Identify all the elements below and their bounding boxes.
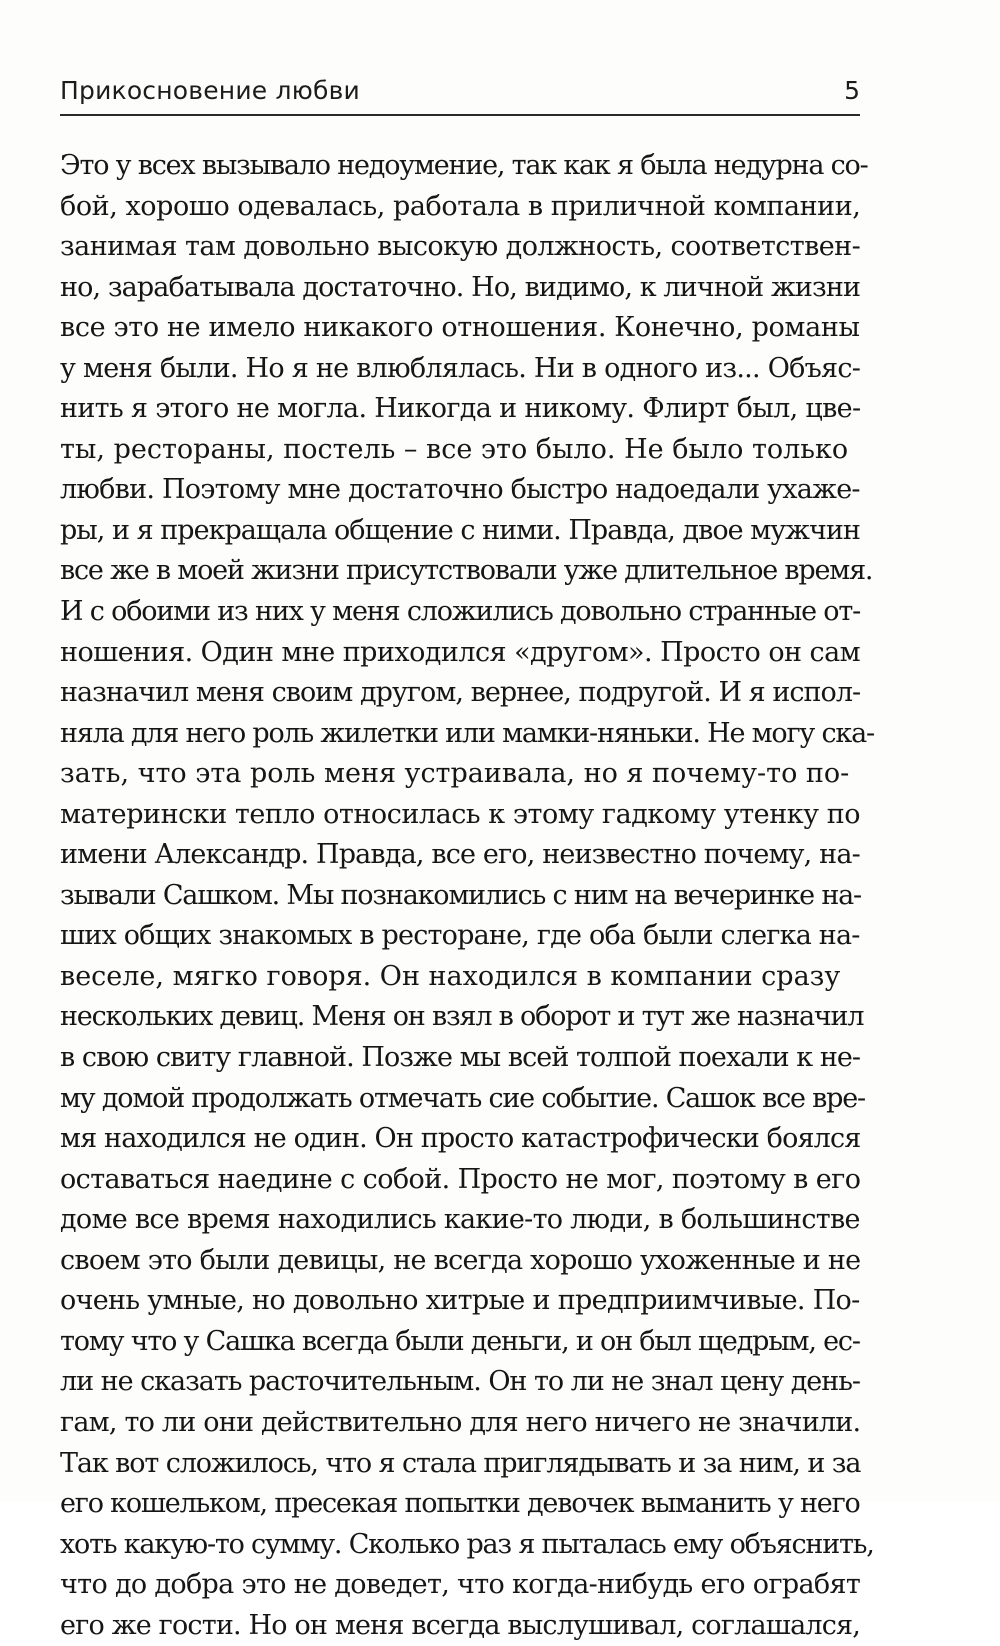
text-line: своем это были девицы, не всегда хорошо ухоженные и не (60, 1244, 861, 1276)
text-line: любви. Поэтому мне достаточно быстро надоедали ухаже- (60, 474, 860, 506)
text-line: имени Александр. Правда, все его, неизвестно почему, на- (60, 839, 860, 871)
text-line: все это не имело никакого отношения. Конечно, романы (60, 312, 860, 344)
running-head (60, 72, 860, 112)
text-line: очень умные, но довольно хитрые и предприимчивые. По- (60, 1285, 860, 1317)
text-line: бой, хорошо одевалась, работала в приличной компании, (60, 190, 861, 222)
text-line: му домой продолжать отмечать сие событие. Сашок все вре- (60, 1082, 865, 1114)
text-line: хоть какую-то сумму. Сколько раз я пыталась ему объяснить, (60, 1528, 874, 1560)
text-line: в свою свиту главной. Позже мы всей толпой поехали к не- (60, 1042, 861, 1074)
text-line: нить я этого не могла. Никогда и никому. Флирт был, цве- (60, 393, 861, 425)
text-line: ших общих знакомых в ресторане, где оба были слегка на- (60, 920, 860, 952)
text-line: зать, что эта роль меня устраивала, но я почему-то по- (60, 758, 850, 790)
running-title: Прикосновение любви (60, 76, 360, 105)
text-line: зывали Сашком. Мы познакомились с ним на вечеринке на- (60, 879, 861, 911)
text-line: занимая там довольно высокую должность, соответствен- (60, 231, 861, 263)
text-line: веселе, мягко говоря. Он находился в компании сразу (60, 960, 841, 992)
text-line: доме все время находились какие-то люди, в большинстве (60, 1204, 860, 1236)
text-line: оставаться наедине с собой. Просто не мог, поэтому в его (60, 1163, 861, 1195)
text-line: ры, и я прекращала общение с ними. Правда, двое мужчин (60, 514, 860, 546)
text-line: все же в моей жизни присутствовали уже длительное время. (60, 555, 873, 587)
text-line: назначил меня своим другом, вернее, подругой. И я испол- (60, 677, 861, 709)
page-number: 5 (844, 76, 860, 105)
text-line: ли не сказать расточительным. Он то ли не знал цену день- (60, 1366, 860, 1398)
text-line: его же гости. Но он меня всегда выслушивал, соглашался, (60, 1609, 860, 1641)
text-line: нескольких девиц. Меня он взял в оборот и тут же назначил (60, 1001, 864, 1033)
text-line: Это у всех вызывало недоумение, так как я была недурна со- (60, 150, 868, 181)
text-line: тому что у Сашка всегда были деньги, и он был щедрым, ес- (60, 1325, 860, 1357)
text-line: ношения. Один мне приходился «другом». Просто он сам (60, 636, 861, 668)
body-text (60, 146, 874, 1646)
text-line: его кошельком, пресекая попытки девочек выманить у него (60, 1488, 860, 1520)
text-line: у меня были. Но я не влюблялась. Ни в одного из... Объяс- (60, 352, 861, 384)
text-line: Так вот сложилось, что я стала приглядывать и за ним, и за (60, 1447, 861, 1479)
text-line: но, зарабатывала достаточно. Но, видимо, к личной жизни (60, 271, 861, 303)
header-rule (60, 114, 860, 116)
text-line: няла для него роль жилетки или мамки-няньки. Не могу ска- (60, 717, 874, 749)
text-line: матерински тепло относилась к этому гадкому утенку по (60, 798, 861, 830)
text-line: И с обоими из них у меня сложились довольно странные от- (60, 596, 861, 628)
text-line: ты, рестораны, постель – все это было. Не было только (60, 433, 849, 465)
text-line: что до добра это не доведет, что когда-нибудь его ограбят (60, 1569, 861, 1601)
text-line: мя находился не один. Он просто катастрофически боялся (60, 1123, 861, 1155)
text-line: гам, то ли они действительно для него ничего не значили. (60, 1406, 861, 1438)
